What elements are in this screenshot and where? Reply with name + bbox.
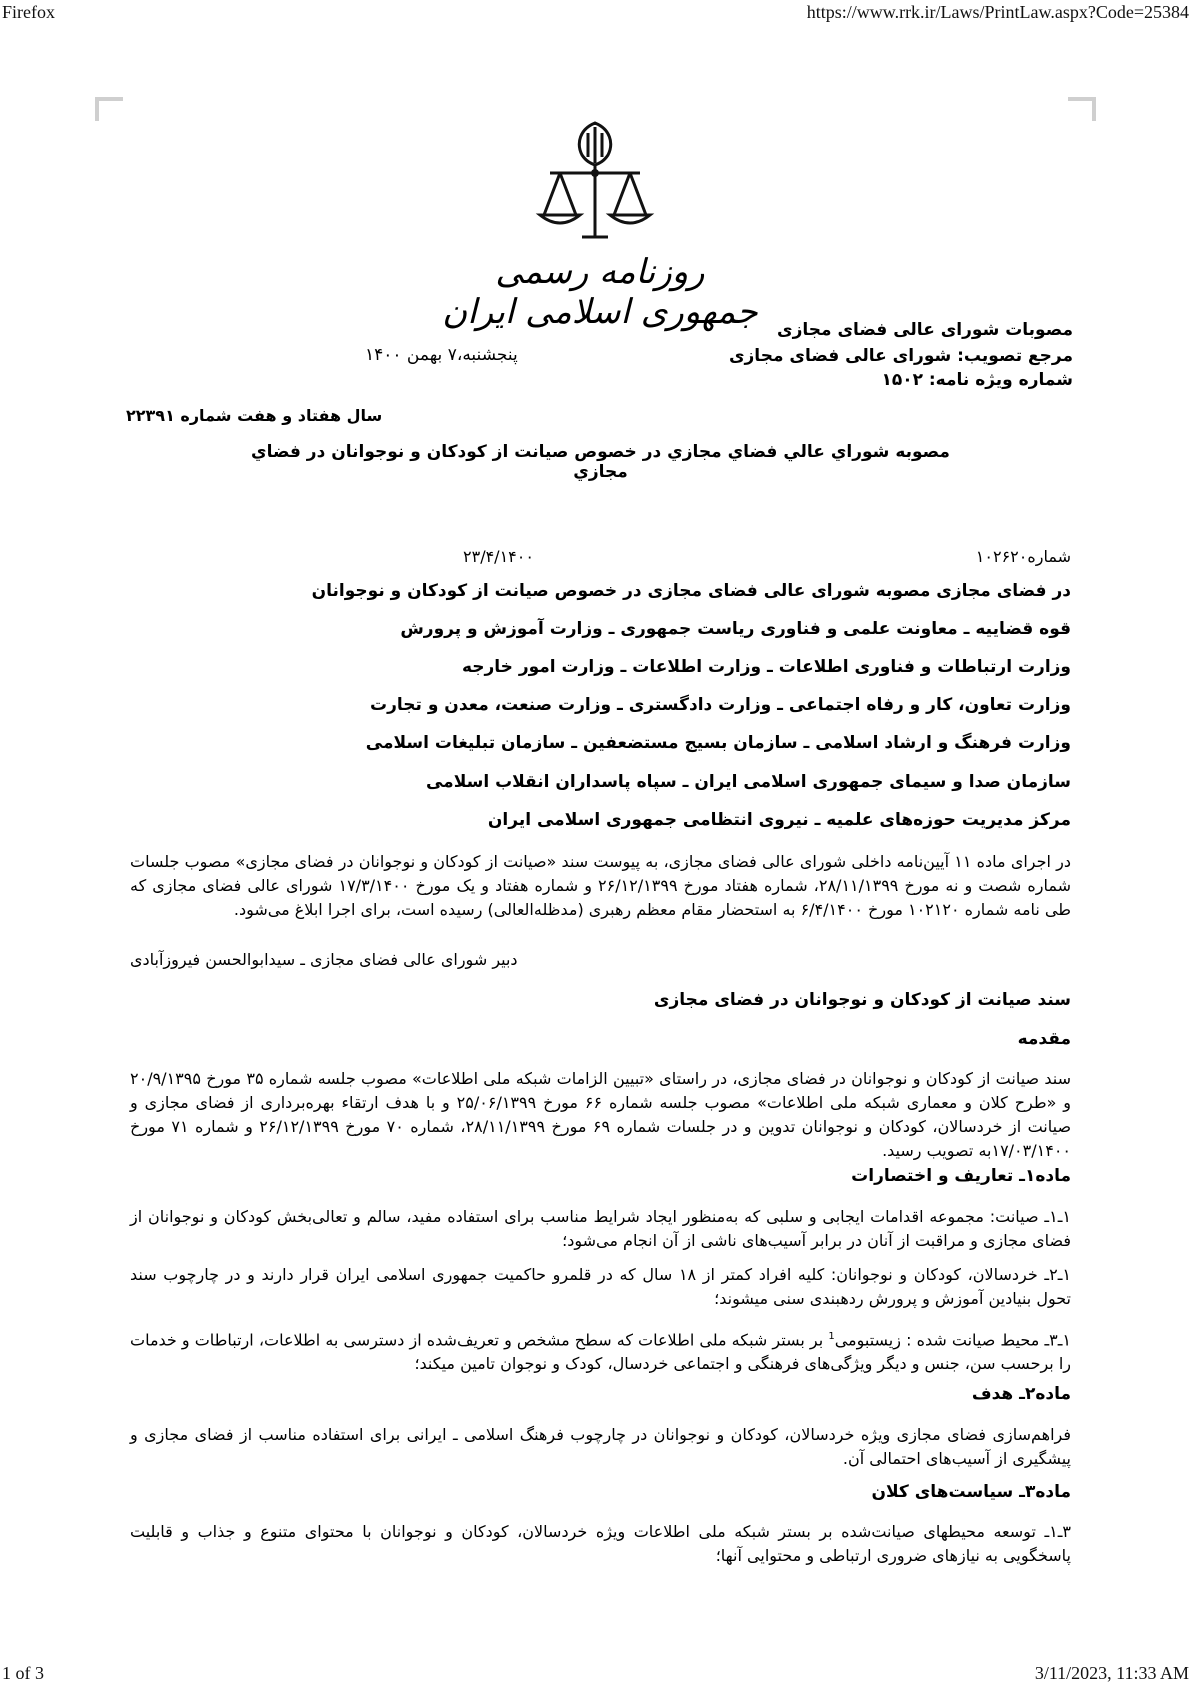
addressee-line: سازمان صدا و سیمای جمهوری اسلامی ایران ـ سپاه پاسداران انقلاب اسلامی — [425, 772, 1071, 792]
gazette-name: روزنامه رسمی جمهوری اسلامی ایران — [442, 252, 758, 332]
issue-number: سال هفتاد و هفت شماره ۲۲۳۹۱ — [126, 406, 383, 425]
letter-number: شماره۱۰۲۶۲۰ — [975, 547, 1071, 566]
addressee-line: مرکز مدیریت حوزه‌های علمیه ـ نیروی انتظامی جمهوری اسلامی ایران — [487, 810, 1071, 830]
article-2-heading: ماده۲ـ هدف — [971, 1384, 1071, 1404]
addressee-line: وزارت تعاون، کار و رفاه اجتماعی ـ وزارت دادگستری ـ وزارت صنعت، معدن و تجارت — [370, 695, 1071, 715]
article-1-heading: ماده۱ـ تعاریف و اختصارات — [851, 1166, 1071, 1186]
definition-1-3 — [130, 1325, 1071, 1376]
intro-paragraph: در اجرای ماده ۱۱ آیین‌نامه داخلی شورای عالی فضای مجازی، به پیوست سند «صیانت از کودکان و نوجوانان در فضای مجازی» مصوب جلسات شماره شصت و نه مورخ ۲۸/۱۱/۱۳۹۹، شماره هفتاد مورخ ۲۶/۱۲/۱۳۹۹ و شماره هفتاد و یک مورخ ۱۷/۳/۱۴۰۰ شورای عالی فضای مجازی که طی نامه شماره ۱۰۲۱۲۰ مورخ ۶/۴/۱۴۰۰ به استحضار مقام معظم رهبری (مدظله‌العالی) رسیده است، برای اجرا ابلاغ می‌شود. — [130, 852, 1072, 919]
special-number: شماره ویژه نامه: ۱۵۰۲ — [881, 370, 1073, 390]
approvals-label: مصوبات شورای عالی فضای مجازی — [777, 320, 1073, 340]
addressee-line: وزارت ارتباطات و فناوری اطلاعات ـ وزارت اطلاعات ـ وزارت امور خارجه — [461, 657, 1071, 677]
page-counter: 1 of 3 — [2, 1663, 44, 1683]
definition-1-2: ۱ـ۲ـ خردسالان، کودکان و نوجوانان: کلیه افراد کمتر از ۱۸ سال که در قلمرو حاکمیت جمهوری اسلامی ایران قرار دارند و در چارچوب سند تحول بنیادین آموزش و پرورش ردهبندی سنی میشوند؛ — [130, 1265, 1071, 1308]
page-url: https://www.rrk.ir/Laws/PrintLaw.aspx?Code=25384 — [806, 2, 1189, 22]
print-timestamp: 3/11/2023, 11:33 AM — [1034, 1663, 1189, 1683]
page-corner-left — [95, 97, 123, 121]
letter-date: ۲۳/۴/۱۴۰۰ — [463, 547, 534, 566]
addressee-line: در فضای مجازی مصوبه شورای عالی فضای مجازی در خصوص صیانت از کودکان و نوجوانان — [311, 581, 1071, 601]
definition-1-1: ۱ـ۱ـ صیانت: مجموعه اقدامات ایجابی و سلبی که به‌منظور ایجاد شرایط مناسب برای استفاده مفید، سالم و تعالی‌بخش کودکان و نوجوانان از فضای مجازی و مراقبت از آنان در برابر آسیب‌های ناشی از آن انجام می‌شود؛ — [130, 1207, 1071, 1250]
addressee-line: قوه قضاییه ـ معاونت علمی و فناوری ریاست جمهوری ـ وزارت آموزش و پرورش — [400, 619, 1071, 639]
signature-line — [130, 950, 1071, 969]
browser-name: Firefox — [2, 2, 55, 22]
article-2-text: فراهم‌سازی فضای مجازی ویژه خردسالان، کودکان و نوجوانان در چارچوب فرهنگ اسلامی ـ ایرانی برای استفاده مناسب از فضای مجازی و پیشگیری از آسیب‌های احتمالی آن. — [130, 1425, 1071, 1468]
footnote-marker[interactable]: 1 — [828, 1331, 835, 1342]
authority-label: مرجع تصویب: شورای عالی فضای مجازی — [728, 346, 1073, 366]
addressee-line: وزارت فرهنگ و ارشاد اسلامی ـ سازمان بسیج مستضعفین ـ سازمان تبلیغات اسلامی — [365, 733, 1071, 753]
publication-date: پنجشنبه،۷ بهمن ۱۴۰۰ — [365, 345, 518, 365]
scales-emblem-icon — [530, 115, 660, 245]
page-corner-right — [1068, 97, 1096, 121]
definition-1-3-part-a: ۱ـ۳ـ محیط صیانت شده : زیستبومی — [834, 1330, 1072, 1350]
article-3-heading: ماده۳ـ سیاست‌های کلان — [871, 1482, 1071, 1502]
sanad-title: سند صیانت از کودکان و نوجوانان در فضای مجازی — [653, 990, 1071, 1010]
intro-heading: مقدمه — [1017, 1029, 1071, 1049]
definition-1-3-part-b: بر بستر شبکه ملی اطلاعات که سطح مشخص و تعریف‌شده از دسترسی به اطلاعات، ارتباطات و خدمات را برحسب سن، جنس و دیگر ویژگی‌های فرهنگی و اجتماعی خردسال، کودک و نوجوان تامین میکند؛ — [130, 1330, 1071, 1374]
intro-text: سند صیانت از کودکان و نوجوانان در فضای مجازی، در راستای «تبیین الزامات شبکه ملی اطلاعات» مصوب جلسه شماره ۳۵ مورخ ۲۰/۹/۱۳۹۵ و «طرح کلان و معماری شبکه ملی اطلاعات» مصوب جلسه شماره ۶۶ مورخ ۲۵/۰۶/۱۳۹۹ و با هدف ارتقاء بهره‌برداری از فضای مجازی و صیانت از خردسالان، کودکان و نوجوانان تدوین و در جلسات شماره ۶۹ مورخ ۲۸/۱۱/۱۳۹۹، شماره ۷۰ مورخ ۲۶/۱۲/۱۳۹۹ و شماره ۷۱ مورخ ۱۷/۰۳/۱۴۰۰به تصویب رسید. — [130, 1069, 1072, 1160]
document-title: مصوبه شوراي عالي فضاي مجازي در خصوص صيانت از كودكان و نوجوانان در فضاي مجازي — [251, 442, 950, 482]
article-3-1: ۳ـ۱ـ توسعه محیطهای صیانت‌شده بر بستر شبکه ملی اطلاعات ویژه خردسالان، کودکان و نوجوانان با محتوای متنوع و جذاب و قابلیت پاسخگویی به نیازهای ضروری ارتباطی و محتوایی آنها؛ — [130, 1522, 1071, 1565]
signature-text: دبیر شورای عالی فضای مجازی ـ سیدابوالحسن فیروزآبادی — [130, 950, 518, 969]
